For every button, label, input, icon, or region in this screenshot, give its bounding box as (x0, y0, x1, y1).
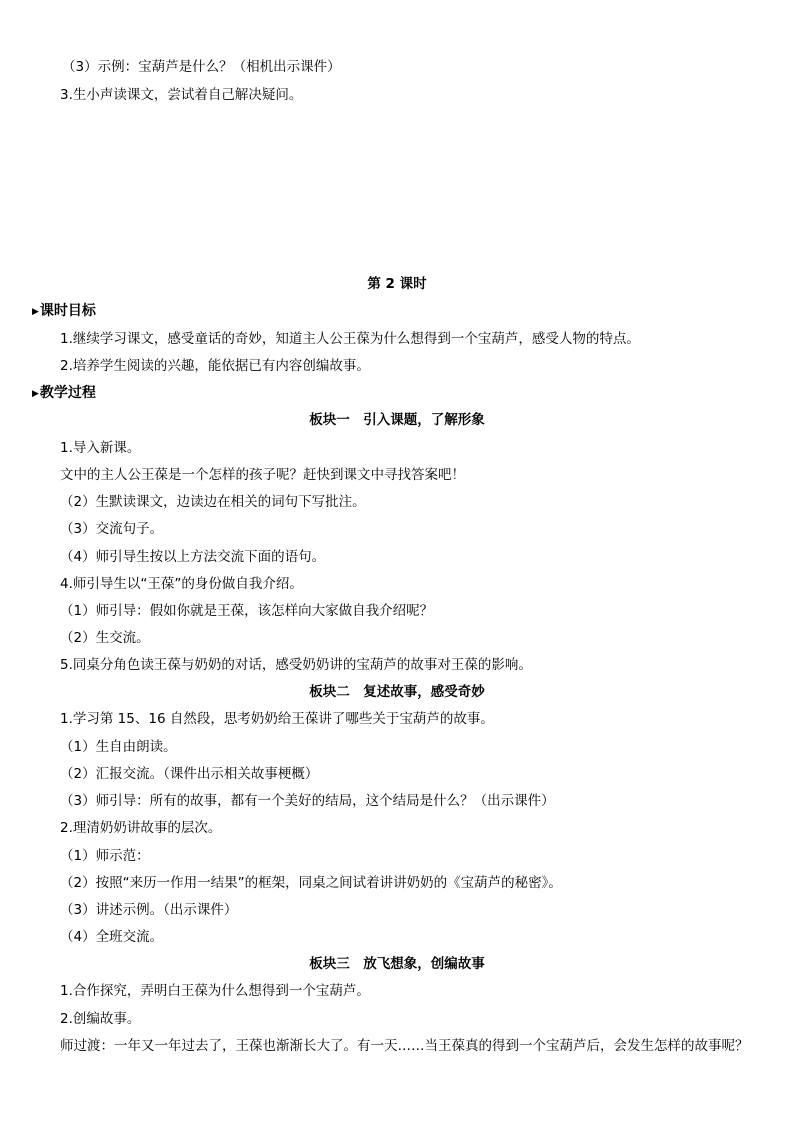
block3-line: 师过渡：一年又一年过去了，王葆也渐渐长大了。有一天……当王葆真的得到一个宝葫芦后，会发生怎样的故事呢？ (60, 1038, 749, 1054)
triangle-marker-icon: ▶ (32, 307, 39, 317)
block2-line: （1）师示范： (60, 848, 150, 864)
block1-line: （3）交流句子。 (60, 521, 164, 537)
block1-title: 板块一 引入课题，了解形象 (309, 412, 485, 428)
triangle-marker-icon: ▶ (32, 389, 39, 399)
block2-title: 板块二 复述故事，感受奇妙 (309, 684, 485, 700)
goals-heading (32, 302, 96, 321)
block1-line: 1.导入新课。 (60, 440, 141, 456)
block1-line: （4）师引导生按以上方法交流下面的语句。 (60, 549, 326, 565)
block3-line: 2.创编故事。 (60, 1011, 141, 1027)
goal-item-1: 1.继续学习课文，感受童话的奇妙，知道主人公王葆为什么想得到一个宝葫芦，感受人物的特点。 (60, 331, 640, 347)
block2-line: 1.学习第 15、16 自然段，思考奶奶给王葆讲了哪些关于宝葫芦的故事。 (60, 711, 494, 727)
goal-item-2: 2.培养学生阅读的兴趣，能依据已有内容创编故事。 (60, 358, 370, 374)
block1-line: （2）生交流。 (60, 630, 150, 646)
block2-line: （2）按照“来历一作用一结果”的框架，同桌之间试着讲讲奶奶的《宝葫芦的秘密》。 (60, 875, 562, 891)
process-heading (32, 384, 96, 403)
block1-line: （1）师引导：假如你就是王葆，该怎样向大家做自我介绍呢？ (60, 603, 434, 619)
block2-line: （1）生自由朗读。 (60, 739, 177, 755)
process-heading-text: 教学过程 (39, 385, 96, 401)
block2-line: （3）讲述示例。（出示课件） (60, 902, 238, 918)
block1-line: 5.同桌分角色读王葆与奶奶的对话，感受奶奶讲的宝葫芦的故事对王葆的影响。 (60, 657, 532, 673)
block1-line: 4.师引导生以“王葆”的身份做自我介绍。 (60, 576, 303, 592)
block3-line: 1.合作探究，弄明白王葆为什么想得到一个宝葫芦。 (60, 983, 370, 999)
block1-line: 文中的主人公王葆是一个怎样的孩子呢？赶快到课文中寻找答案吧！ (60, 467, 465, 483)
block2-line: （4）全班交流。 (60, 929, 164, 945)
block2-line: （2）汇报交流。（课件出示相关故事梗概） (60, 766, 319, 782)
block2-line: （3）师引导：所有的故事，都有一个美好的结局，这个结局是什么？（出示课件） (60, 793, 555, 809)
block1-line: （2）生默读课文，边读边在相关的词句下写批注。 (60, 494, 366, 510)
block3-title: 板块三 放飞想象，创编故事 (309, 956, 485, 972)
top-line-1: （3）示例：宝葫芦是什么？（相机出示课件） (62, 59, 341, 75)
goals-heading-text: 课时目标 (39, 303, 96, 319)
lesson-title: 第 2 课时 (367, 276, 427, 292)
block2-line: 2.理清奶奶讲故事的层次。 (60, 820, 222, 836)
top-line-2: 3.生小声读课文，尝试着自己解决疑问。 (60, 87, 303, 103)
